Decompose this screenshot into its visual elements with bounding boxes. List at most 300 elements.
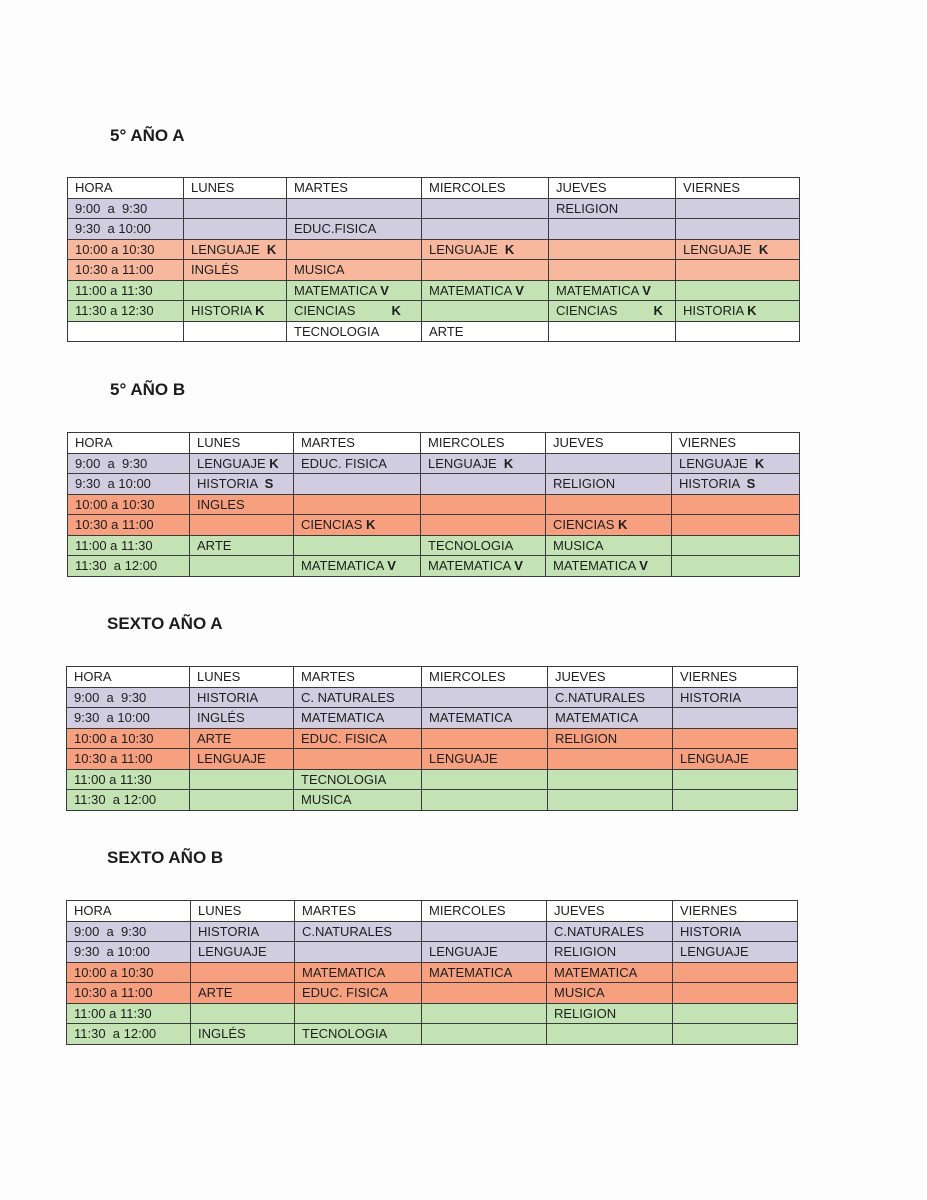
table-row: [68, 474, 800, 495]
subject-cell: [672, 474, 800, 495]
cell-text: LENGUAJE: [197, 751, 266, 767]
subject-cell: [295, 921, 422, 942]
subject-cell: [422, 728, 548, 749]
subject-cell: [422, 1003, 547, 1024]
subject-cell: [295, 1003, 422, 1024]
subject-cell: [294, 687, 422, 708]
cell-text: MATEMATICA: [301, 558, 388, 574]
column-header: MARTES: [295, 901, 422, 922]
time-cell: [68, 239, 184, 260]
cell-text: 9:30 a 10:00: [75, 221, 151, 237]
cell-text: 9:00 a 9:30: [74, 689, 147, 705]
cell-text: 11:00 a 11:30: [74, 771, 152, 787]
table-row: [68, 515, 800, 536]
cell-text: 11:30 a 12:00: [74, 792, 157, 808]
cell-text: EDUC.FISICA: [294, 221, 377, 237]
subject-cell: [191, 962, 295, 983]
subject-cell: [294, 790, 422, 811]
column-header: MARTES: [294, 667, 422, 688]
subject-cell: [184, 219, 287, 240]
subject-cell: [676, 198, 800, 219]
teacher-tag: V: [380, 282, 389, 298]
time-cell: [68, 494, 190, 515]
subject-cell: [672, 453, 800, 474]
subject-cell: [422, 687, 548, 708]
cell-text: MATEMATICA: [294, 282, 381, 298]
cell-text: 10:00 a 10:30: [75, 496, 155, 512]
subject-cell: [190, 790, 294, 811]
column-header: LUNES: [184, 178, 287, 199]
header-row: [68, 433, 800, 454]
subject-cell: [422, 239, 549, 260]
header-row: [68, 178, 800, 199]
subject-cell: [422, 983, 547, 1004]
subject-cell: [672, 556, 800, 577]
subject-cell: [547, 983, 673, 1004]
cell-text: MATEMATICA: [429, 282, 516, 298]
teacher-tag: K: [366, 517, 376, 533]
header-row: [67, 667, 798, 688]
teacher-tag: K: [758, 241, 769, 257]
subject-cell: [190, 515, 294, 536]
schedule-table-6a: [66, 666, 798, 811]
cell-text: 11:00 a 11:30: [75, 537, 153, 553]
time-cell: [68, 535, 190, 556]
teacher-tag: K: [391, 303, 401, 319]
column-header: JUEVES: [546, 433, 672, 454]
time-cell: [67, 921, 191, 942]
subject-cell: [287, 280, 422, 301]
section-title-5b: 5° AÑO B: [110, 380, 186, 399]
subject-cell: [549, 280, 676, 301]
cell-text: MATEMATICA: [429, 710, 513, 726]
table-row: [67, 790, 798, 811]
subject-cell: [294, 749, 422, 770]
subject-cell: [294, 728, 422, 749]
subject-cell: [548, 728, 673, 749]
subject-cell: [673, 921, 798, 942]
cell-text: 9:00 a 9:30: [75, 455, 148, 471]
column-header: JUEVES: [549, 178, 676, 199]
cell-text: MATEMATICA: [301, 710, 385, 726]
subject-cell: [422, 321, 549, 342]
time-cell: [67, 942, 191, 963]
subject-cell: [672, 535, 800, 556]
subject-cell: [184, 280, 287, 301]
table-row: [68, 198, 800, 219]
teacher-tag: K: [618, 517, 628, 533]
subject-cell: [190, 535, 294, 556]
table-row: [67, 1003, 798, 1024]
time-cell: [67, 1024, 191, 1045]
table-row: [67, 983, 798, 1004]
subject-cell: [295, 942, 422, 963]
subject-cell: [422, 280, 549, 301]
subject-cell: [191, 983, 295, 1004]
subject-cell: [546, 453, 672, 474]
subject-cell: [294, 708, 422, 729]
cell-text: ARTE: [429, 323, 464, 339]
column-header: VIERNES: [676, 178, 800, 199]
subject-cell: [548, 769, 673, 790]
column-header: HORA: [67, 901, 191, 922]
table-row: [68, 453, 800, 474]
cell-text: MUSICA: [553, 537, 604, 553]
subject-cell: [421, 474, 546, 495]
subject-cell: [673, 942, 798, 963]
table-row: [68, 556, 800, 577]
cell-text: MATEMATICA: [428, 558, 515, 574]
subject-cell: [676, 301, 800, 322]
time-cell: [67, 983, 191, 1004]
table-row: [68, 239, 800, 260]
subject-cell: [190, 687, 294, 708]
subject-cell: [295, 1024, 422, 1045]
cell-text: C.NATURALES: [554, 923, 645, 939]
subject-cell: [676, 219, 800, 240]
time-cell: [67, 687, 190, 708]
cell-text: ARTE: [197, 537, 232, 553]
column-header: MIERCOLES: [422, 901, 547, 922]
subject-cell: [676, 321, 800, 342]
cell-text: HISTORIA: [683, 303, 748, 319]
subject-cell: [184, 198, 287, 219]
subject-cell: [546, 474, 672, 495]
subject-cell: [294, 769, 422, 790]
subject-cell: [287, 260, 422, 281]
cell-text: 9:00 a 9:30: [74, 923, 147, 939]
subject-cell: [422, 260, 549, 281]
table-row: [68, 301, 800, 322]
table-row: [67, 687, 798, 708]
time-cell: [68, 321, 184, 342]
cell-text: CIENCIAS: [556, 303, 654, 319]
subject-cell: [191, 942, 295, 963]
subject-cell: [421, 494, 546, 515]
cell-text: LENGUAJE: [679, 455, 755, 471]
table-row: [67, 921, 798, 942]
subject-cell: [294, 453, 421, 474]
teacher-tag: V: [514, 558, 523, 574]
subject-cell: [184, 260, 287, 281]
subject-cell: [549, 321, 676, 342]
cell-text: HISTORIA: [680, 689, 742, 705]
table-row: [68, 494, 800, 515]
cell-text: 11:30 a 12:30: [75, 303, 154, 319]
cell-text: LENGUAJE: [198, 944, 267, 960]
column-header: MIERCOLES: [421, 433, 546, 454]
time-cell: [67, 728, 190, 749]
teacher-tag: K: [255, 303, 265, 319]
table-row: [68, 260, 800, 281]
subject-cell: [547, 942, 673, 963]
cell-text: HISTORIA: [197, 476, 265, 492]
time-cell: [68, 301, 184, 322]
subject-cell: [191, 1024, 295, 1045]
subject-cell: [672, 494, 800, 515]
subject-cell: [421, 453, 546, 474]
subject-cell: [673, 749, 798, 770]
subject-cell: [672, 515, 800, 536]
subject-cell: [546, 556, 672, 577]
subject-cell: [549, 260, 676, 281]
subject-cell: [295, 983, 422, 1004]
cell-text: TECNOLOGIA: [302, 1026, 388, 1042]
cell-text: HISTORIA: [197, 689, 259, 705]
cell-text: EDUC. FISICA: [301, 455, 387, 471]
subject-cell: [294, 474, 421, 495]
table-row: [68, 321, 800, 342]
time-cell: [68, 260, 184, 281]
cell-text: 10:30 a 11:00: [74, 751, 153, 767]
teacher-tag: V: [639, 558, 648, 574]
time-cell: [68, 556, 190, 577]
subject-cell: [673, 708, 798, 729]
subject-cell: [287, 301, 422, 322]
subject-cell: [546, 535, 672, 556]
column-header: MARTES: [294, 433, 421, 454]
cell-text: INGLÉS: [197, 710, 245, 726]
cell-text: ARTE: [197, 730, 232, 746]
subject-cell: [184, 301, 287, 322]
column-header: JUEVES: [548, 667, 673, 688]
cell-text: CIENCIAS: [301, 517, 367, 533]
time-cell: [68, 280, 184, 301]
cell-text: 11:30 a 12:00: [75, 558, 158, 574]
cell-text: 9:00 a 9:30: [75, 200, 148, 216]
time-cell: [68, 453, 190, 474]
subject-cell: [190, 769, 294, 790]
column-header: MARTES: [287, 178, 422, 199]
cell-text: 9:30 a 10:00: [75, 476, 151, 492]
table-row: [67, 1024, 798, 1045]
teacher-tag: K: [504, 241, 515, 257]
table-row: [67, 962, 798, 983]
subject-cell: [421, 535, 546, 556]
subject-cell: [190, 556, 294, 577]
time-cell: [68, 474, 190, 495]
subject-cell: [547, 1003, 673, 1024]
subject-cell: [191, 1003, 295, 1024]
subject-cell: [673, 769, 798, 790]
teacher-tag: K: [503, 455, 514, 471]
column-header: VIERNES: [673, 901, 798, 922]
schedule-table-5b: [67, 432, 800, 577]
column-header: VIERNES: [672, 433, 800, 454]
cell-text: 10:00 a 10:30: [74, 964, 154, 980]
cell-text: MATEMATICA: [554, 964, 638, 980]
subject-cell: [548, 790, 673, 811]
column-header: HORA: [67, 667, 190, 688]
subject-cell: [287, 321, 422, 342]
cell-text: MUSICA: [301, 792, 352, 808]
cell-text: HISTORIA: [680, 923, 742, 939]
column-header: JUEVES: [547, 901, 673, 922]
subject-cell: [673, 1024, 798, 1045]
cell-text: RELIGION: [555, 730, 618, 746]
cell-text: EDUC. FISICA: [301, 730, 387, 746]
subject-cell: [294, 556, 421, 577]
cell-text: LENGUAJE: [680, 751, 749, 767]
teacher-tag: K: [266, 241, 277, 257]
time-cell: [67, 790, 190, 811]
teacher-tag: S: [746, 476, 756, 492]
teacher-tag: V: [387, 558, 396, 574]
table-row: [68, 535, 800, 556]
cell-text: CIENCIAS: [294, 303, 392, 319]
subject-cell: [422, 962, 547, 983]
column-header: LUNES: [191, 901, 295, 922]
teacher-tag: S: [264, 476, 274, 492]
cell-text: TECNOLOGIA: [301, 771, 387, 787]
column-header: MIERCOLES: [422, 667, 548, 688]
subject-cell: [190, 749, 294, 770]
header-row: [67, 901, 798, 922]
table-row: [67, 769, 798, 790]
cell-text: MATEMATICA: [429, 964, 513, 980]
subject-cell: [190, 474, 294, 495]
subject-cell: [547, 921, 673, 942]
subject-cell: [546, 515, 672, 536]
cell-text: 11:30 a 12:00: [74, 1026, 157, 1042]
cell-text: RELIGION: [554, 1005, 617, 1021]
teacher-tag: K: [747, 303, 757, 319]
cell-text: MATEMATICA: [555, 710, 639, 726]
cell-text: INGLÉS: [198, 1026, 246, 1042]
subject-cell: [422, 198, 549, 219]
cell-text: MATEMATICA: [553, 558, 640, 574]
cell-text: 11:00 a 11:30: [75, 282, 153, 298]
subject-cell: [676, 280, 800, 301]
cell-text: LENGUAJE: [428, 455, 504, 471]
cell-text: RELIGION: [553, 476, 616, 492]
cell-text: MATEMATICA: [302, 964, 386, 980]
table-row: [67, 942, 798, 963]
cell-text: INGLÉS: [191, 262, 239, 278]
teacher-tag: K: [754, 455, 765, 471]
cell-text: TECNOLOGIA: [294, 323, 380, 339]
schedule-table-5a: [67, 177, 800, 342]
subject-cell: [184, 321, 287, 342]
cell-text: LENGUAJE: [191, 241, 267, 257]
cell-text: LENGUAJE: [197, 455, 270, 471]
cell-text: 9:30 a 10:00: [74, 710, 150, 726]
cell-text: MATEMATICA: [556, 282, 643, 298]
subject-cell: [422, 219, 549, 240]
subject-cell: [422, 921, 547, 942]
subject-cell: [295, 962, 422, 983]
cell-text: LENGUAJE: [680, 944, 749, 960]
subject-cell: [673, 983, 798, 1004]
cell-text: TECNOLOGIA: [428, 537, 514, 553]
teacher-tag: K: [269, 455, 279, 471]
subject-cell: [673, 790, 798, 811]
time-cell: [68, 198, 184, 219]
subject-cell: [190, 728, 294, 749]
subject-cell: [421, 515, 546, 536]
cell-text: CIENCIAS: [553, 517, 619, 533]
subject-cell: [422, 942, 547, 963]
cell-text: MUSICA: [554, 985, 605, 1001]
subject-cell: [294, 515, 421, 536]
subject-cell: [422, 790, 548, 811]
table-row: [68, 280, 800, 301]
subject-cell: [422, 769, 548, 790]
column-header: HORA: [68, 178, 184, 199]
column-header: HORA: [68, 433, 190, 454]
time-cell: [67, 1003, 191, 1024]
subject-cell: [422, 749, 548, 770]
cell-text: 9:30 a 10:00: [74, 944, 150, 960]
subject-cell: [287, 239, 422, 260]
time-cell: [67, 708, 190, 729]
subject-cell: [184, 239, 287, 260]
table-row: [67, 749, 798, 770]
subject-cell: [190, 453, 294, 474]
time-cell: [68, 219, 184, 240]
section-title-5a: 5° AÑO A: [110, 126, 185, 145]
cell-text: 10:30 a 11:00: [75, 262, 154, 278]
subject-cell: [673, 962, 798, 983]
subject-cell: [422, 301, 549, 322]
cell-text: LENGUAJE: [683, 241, 759, 257]
cell-text: 10:30 a 11:00: [74, 985, 153, 1001]
cell-text: LENGUAJE: [429, 241, 505, 257]
cell-text: ARTE: [198, 985, 233, 1001]
cell-text: C.NATURALES: [302, 923, 393, 939]
subject-cell: [548, 687, 673, 708]
time-cell: [68, 515, 190, 536]
subject-cell: [549, 239, 676, 260]
cell-text: EDUC. FISICA: [302, 985, 388, 1001]
cell-text: C. NATURALES: [301, 689, 395, 705]
teacher-tag: V: [642, 282, 651, 298]
subject-cell: [546, 494, 672, 515]
subject-cell: [294, 494, 421, 515]
cell-text: INGLES: [197, 496, 245, 512]
cell-text: HISTORIA: [198, 923, 260, 939]
subject-cell: [673, 728, 798, 749]
time-cell: [67, 749, 190, 770]
cell-text: C.NATURALES: [555, 689, 646, 705]
time-cell: [67, 962, 191, 983]
subject-cell: [547, 1024, 673, 1045]
subject-cell: [673, 687, 798, 708]
subject-cell: [548, 708, 673, 729]
teacher-tag: K: [653, 303, 663, 319]
subject-cell: [547, 962, 673, 983]
subject-cell: [294, 535, 421, 556]
cell-text: MUSICA: [294, 262, 345, 278]
subject-cell: [549, 219, 676, 240]
subject-cell: [421, 556, 546, 577]
cell-text: 10:30 a 11:00: [75, 517, 154, 533]
section-title-6b: SEXTO AÑO B: [107, 848, 224, 867]
column-header: LUNES: [190, 433, 294, 454]
cell-text: 10:00 a 10:30: [75, 241, 155, 257]
subject-cell: [191, 921, 295, 942]
subject-cell: [549, 198, 676, 219]
subject-cell: [549, 301, 676, 322]
subject-cell: [548, 749, 673, 770]
column-header: LUNES: [190, 667, 294, 688]
subject-cell: [676, 239, 800, 260]
table-row: [67, 728, 798, 749]
cell-text: RELIGION: [554, 944, 617, 960]
section-title-6a: SEXTO AÑO A: [107, 614, 223, 633]
subject-cell: [287, 198, 422, 219]
table-row: [67, 708, 798, 729]
